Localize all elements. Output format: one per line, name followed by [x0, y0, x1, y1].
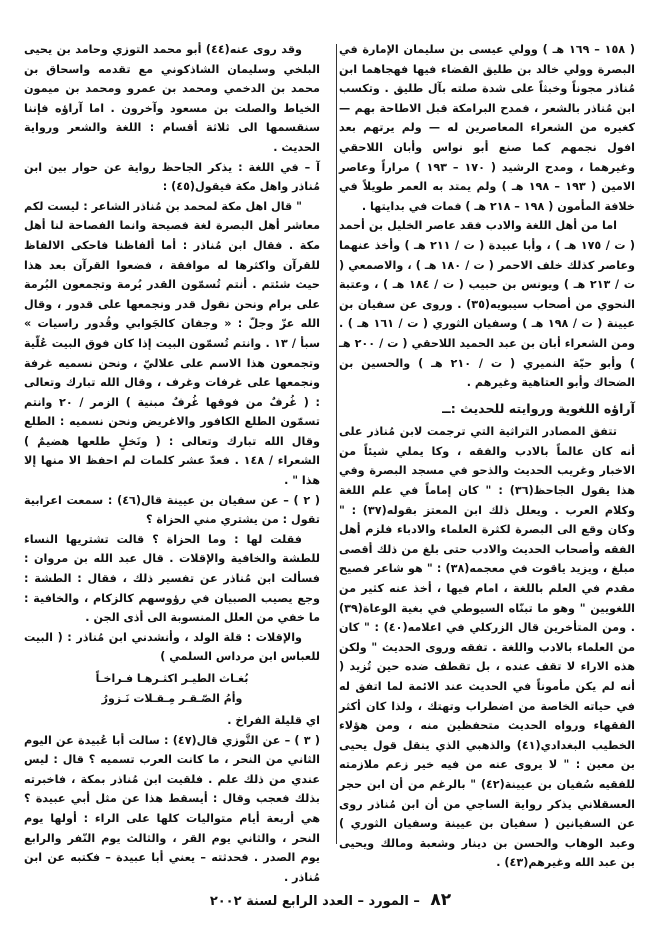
page-number: ٨٢	[430, 890, 452, 910]
poem-verse	[24, 669, 320, 709]
page-footer	[0, 890, 661, 910]
poem-line: بُغـاث الطيـر اكثـرهـا فـراخـاً	[95, 672, 249, 685]
paragraph: ( ١٥٨ – ١٦٩ هـ ) وولي عيسى بن سليمان الإمارة في البصرة وولي خالد بن طليق القضاء فيها فهجاهما ابن مُناذر مجوناً وخبثاً على شدة صلته بآل طليق . وتكسب ابن مُناذر بالشعر ، فمدح البرامكة قبل الاطاحة بهم — كغيره من الشعراء المعاصرين له — ولم يرتهم بعد افول نجمهم كما صنع أبو نواس وأبان اللاحقي وغيرهما ، ومدح الرشيد ( ١٧٠ – ١٩٣ ) مراراً وعاصر الامين ( ١٩٣ – ١٩٨ هـ ) ولم يمتد به العمر طويلاً في خلافة المأمون ( ١٩٨ – ٢١٨ هـ ) فمات في بدايتها .	[339, 43, 636, 213]
section-heading: آراؤه اللغوية وروايته للحديث :ــ	[442, 400, 635, 416]
paragraph: ( ٣ ) – عن التَّوزي قال(٤٧) : سالت أبا عُبيدة عن اليوم الثاني من النحر ، ما كانت العرب تسميه ؟ قال : ليس عندي من ذلك علم . فلقيت ابن مُناذر بمكة ، فاخبرته بذلك فعجب وقال : أيسقط هذا عن مثل أبي عبيدة ؟ هي أربعة أيام متواليات كلها على الراء : أولها يوم النحر ، والثاني يوم القر ، والثالث يوم النّفر والرابع يوم الصدر . فحدثته – يعني أبا عبيدة – فكتبه عن ابن مُناذر .	[24, 733, 320, 884]
paragraph: اما من أهل اللغة والادب فقد عاصر الخليل بن أحمد ( ت / ١٧٥ هـ ) ، وأبا عبيدة ( ت / ٢١١ هـ ) وأخذ عنهما وعاصر كذلك خلف الاحمر ( ت / ١٨٠ هـ ) ، والاصمعي ( ت / ٢١٣ هـ ) ويونس بن حبيب ( ت / ١٨٤ هـ ) ، وعتبة النحوي من أصحاب سيبويه(٣٥) . وروى عن سفيان بن عيينة ( ت / ١٩٨ هـ ) وسفيان الثوري ( ت / ١٦١ هـ ) . ومن الشعراء أبان بن عبد الحميد اللاحقي ( ت / ٢٠٠ هـ ) وأبو حيّة النميري ( ت / ٢١٠ هـ ) والحسين بن الضحاك وأبو العتاهية وغيرهم .	[339, 219, 636, 390]
column-divider	[336, 44, 337, 844]
journal-info: المورد – العدد الرابع لسنة ٢٠٠٢	[209, 894, 409, 909]
paragraph: ( ٢ ) – عن سفيان بن عيينة قال(٤٦) : سمعت اعرابية تقول : من يشتري مني الحزاة ؟	[24, 493, 320, 527]
paragraph: والإقلات : قلة الولد ، وأنشدني ابن مُناذر : ( البيت للعباس ابن مرداس السلمي )	[24, 630, 320, 664]
poem-line: وأمُ الصّـقـر مِـقـلات نَـزورُ	[101, 692, 243, 705]
paragraph: فقلت لها : وما الحزاة ؟ قالت تشتريها النساء للطشة والخافية والإقلات . قال عبد الله بن مروان : فسألت ابن مُناذر عن تفسير ذلك ، فقال : الطشة : وجع يصيب الصبيان في رؤوسهم كالزكام ، والخافية : ما خفي من العلل المنسوبة الى أذى الجن .	[24, 532, 320, 625]
paragraph: اي قليلة الفراخ .	[227, 714, 320, 727]
paragraph: تتفق المصادر التراثية التي ترجمت لابن مُناذر على أنه كان عالماً بالادب والفقه ، وكا يملي شيئاً من الاخبار وغريب الحديث والذحو في مسجد البصرة وفي هذا يقول الجاحظ(٣٦) : " كان إماماً في علم اللغة وكلام العرب . ويعلل ذلك ابن المعتز بقوله(٣٧) : " وكان وقع الى البصرة لكثرة العلماء والادباء فلزم أهل الفقه وأصحاب الحديث والادب حتى بلغ من ذلك أقصى مبلغ ، ويزيد ياقوت في معجمه(٣٨) : " هو شاعر فصيح مقدم في العلم باللغة ، امام فيها ، أخذ عنه كثير من اللغويين " وهو ما تبنّاه السيوطي في بغية الوعاة(٣٩) . ومن المتأخرين قال الزركلي في اعلامه(٤٠) : " كان من العلماء بالادب واللغة . تفقه وروى الحديث " ولكن هذه الاراء لا تقف عنده ، بل تقطف ضده حين تُزيد ( أنه لم يكن مأموناً في الحديث عند الائمة لما اتفق له في حياته الخاصة من اضطراب وتهتك ، ولذا كان أكثر الفقهاء ورواه الحديث متحفظين منه ، ومن هؤلاء الخطيب البغدادي(٤١) والذهبي الذي ينقل قول يحيى بن معين : " لا يروى عنه من فيه خير زعم ملازمته للفقيه سُفيان بن عيينة(٤٢) " بالرغم من أن ابن حجر العسقلاني يذكر رواية الساجي من أن ابن مُناذر روى عن السفيانين ( سفيان بن عيينة وسفيان الثوري ) وعبد الوهاب والحسن بن دينار وشعبة ومالك ويحيى بن عبد الله وغيرهم(٤٣) .	[339, 425, 636, 870]
left-column	[24, 40, 320, 887]
paragraph: آ – في اللغة : يذكر الجاحظ رواية عن حوار بين ابن مُناذر واهل مكة فيقول(٤٥) :	[24, 160, 320, 194]
footer-separator: –	[413, 894, 420, 909]
right-column	[339, 40, 635, 873]
paragraph: وقد روى عنه(٤٤) أبو محمد التوزي وحامد بن يحيى البلخي وسليمان الشاذكوني مع تقدمه واسحاق بن محمد بن الدخمي ومحمد بن عمرو ومحمد بن ميمون الخياط والصلت بن مسعود وآخرون . اما آراؤه فإننا سنقسمها الى ثلاثة أقسام : اللغة والشعر ورواية الحديث .	[24, 43, 320, 154]
quote-paragraph: " قال اهل مكة لمحمد بن مُناذر الشاعر : ليست لكم معاشر أهل البصرة لغة فصيحة وانما الفصاحة لنا أهل مكة . فقال ابن مُناذر : أما ألفاظنا فاحكى الالفاظ للقرآن واكثرها له موافقة ، فضعوا القرآن بعد هذا حيث شئتم . أنتم تُسمّون القدر بُرمة وتجمعون البُرمة على برام ونحن نقول قدر ونجمعها على قدور ، وقال الله عزّ وجلّ : « وجفان كالجَوابي وقُدور راسيات » سبأ / ١٣ . وانتم تُسمّون البيت إذا كان فوق البيت عُلّية وتجمعون هذا الاسم على علاليّ ، ونحن نسميه غرفة ونجمعها على غرفات وغرف ، وقال الله تبارك وتعالى : ( غُرفٌ من فوقها غُرفٌ مبنية ) الزمر / ٢٠ وانتم تسمّون الطلع الكافور والاغريض ونحن نسميه : الطلع وقال الله تبارك وتعالى : ( ونَخلٍ طلعها هضيمٌ ) الشعراء / ١٤٨ . فعدّ عشر كلمات لم احفظ الا منها إلا هذا " .	[24, 199, 320, 488]
